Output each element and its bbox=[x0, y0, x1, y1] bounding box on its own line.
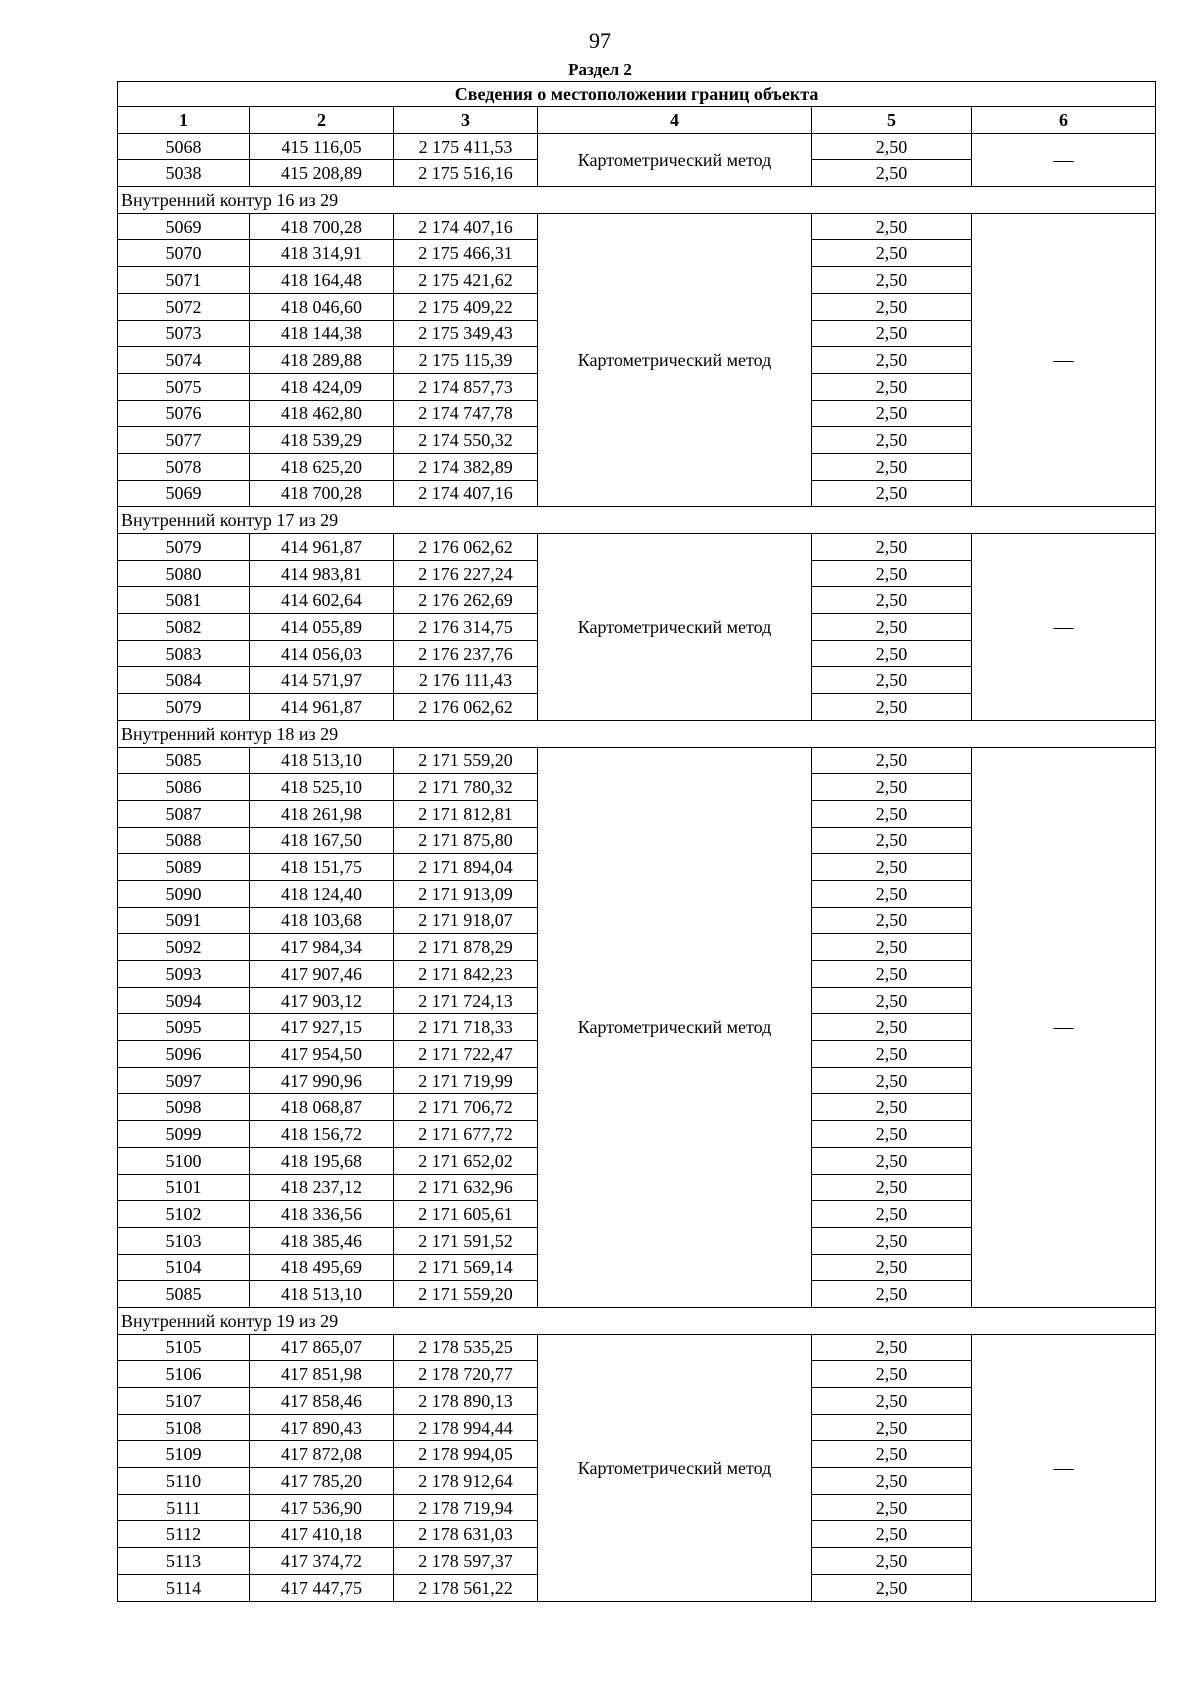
x-coordinate-cell: 418 385,46 bbox=[250, 1227, 394, 1254]
x-coordinate-cell: 418 261,98 bbox=[250, 800, 394, 827]
point-number-cell: 5082 bbox=[118, 614, 250, 641]
y-coordinate-cell: 2 171 559,20 bbox=[394, 747, 538, 774]
y-coordinate-cell: 2 171 878,29 bbox=[394, 934, 538, 961]
point-number-cell: 5077 bbox=[118, 427, 250, 454]
point-number-cell: 5097 bbox=[118, 1067, 250, 1094]
point-number-cell: 5089 bbox=[118, 854, 250, 881]
x-coordinate-cell: 417 903,12 bbox=[250, 987, 394, 1014]
x-coordinate-cell: 418 103,68 bbox=[250, 907, 394, 934]
x-coordinate-cell: 418 314,91 bbox=[250, 240, 394, 267]
x-coordinate-cell: 418 144,38 bbox=[250, 320, 394, 347]
method-cell: Картометрический метод bbox=[538, 534, 812, 721]
y-coordinate-cell: 2 171 875,80 bbox=[394, 827, 538, 854]
table-row bbox=[118, 534, 1156, 561]
contour-heading-row bbox=[118, 187, 1156, 214]
y-coordinate-cell: 2 178 631,03 bbox=[394, 1521, 538, 1548]
y-coordinate-cell: 2 176 262,69 bbox=[394, 587, 538, 614]
precision-cell: 2,50 bbox=[812, 293, 972, 320]
point-number-cell: 5078 bbox=[118, 453, 250, 480]
point-number-cell: 5091 bbox=[118, 907, 250, 934]
point-number-cell: 5108 bbox=[118, 1414, 250, 1441]
point-number-cell: 5093 bbox=[118, 961, 250, 988]
precision-cell: 2,50 bbox=[812, 827, 972, 854]
y-coordinate-cell: 2 178 994,44 bbox=[394, 1414, 538, 1441]
x-coordinate-cell: 418 124,40 bbox=[250, 880, 394, 907]
precision-cell: 2,50 bbox=[812, 480, 972, 507]
x-coordinate-cell: 414 983,81 bbox=[250, 560, 394, 587]
point-number-cell: 5085 bbox=[118, 747, 250, 774]
point-number-cell: 5113 bbox=[118, 1548, 250, 1575]
point-number-cell: 5076 bbox=[118, 400, 250, 427]
x-coordinate-cell: 414 571,97 bbox=[250, 667, 394, 694]
y-coordinate-cell: 2 171 632,96 bbox=[394, 1174, 538, 1201]
precision-cell: 2,50 bbox=[812, 1361, 972, 1388]
x-coordinate-cell: 418 068,87 bbox=[250, 1094, 394, 1121]
point-number-cell: 5074 bbox=[118, 347, 250, 374]
method-cell: Картометрический метод bbox=[538, 213, 812, 507]
x-coordinate-cell: 417 858,46 bbox=[250, 1388, 394, 1415]
column-header: 6 bbox=[972, 107, 1156, 134]
precision-cell: 2,50 bbox=[812, 907, 972, 934]
x-coordinate-cell: 414 602,64 bbox=[250, 587, 394, 614]
x-coordinate-cell: 417 536,90 bbox=[250, 1494, 394, 1521]
x-coordinate-cell: 417 954,50 bbox=[250, 1041, 394, 1068]
point-number-cell: 5073 bbox=[118, 320, 250, 347]
precision-cell: 2,50 bbox=[812, 320, 972, 347]
precision-cell: 2,50 bbox=[812, 1441, 972, 1468]
x-coordinate-cell: 418 513,10 bbox=[250, 1281, 394, 1308]
y-coordinate-cell: 2 176 062,62 bbox=[394, 534, 538, 561]
description-cell: — bbox=[972, 213, 1156, 507]
precision-cell: 2,50 bbox=[812, 133, 972, 160]
description-cell: — bbox=[972, 534, 1156, 721]
x-coordinate-cell: 417 990,96 bbox=[250, 1067, 394, 1094]
precision-cell: 2,50 bbox=[812, 1014, 972, 1041]
x-coordinate-cell: 417 927,15 bbox=[250, 1014, 394, 1041]
x-coordinate-cell: 417 872,08 bbox=[250, 1441, 394, 1468]
y-coordinate-cell: 2 171 812,81 bbox=[394, 800, 538, 827]
y-coordinate-cell: 2 171 591,52 bbox=[394, 1227, 538, 1254]
x-coordinate-cell: 418 462,80 bbox=[250, 400, 394, 427]
y-coordinate-cell: 2 178 890,13 bbox=[394, 1388, 538, 1415]
y-coordinate-cell: 2 178 912,64 bbox=[394, 1468, 538, 1495]
point-number-cell: 5106 bbox=[118, 1361, 250, 1388]
x-coordinate-cell: 417 851,98 bbox=[250, 1361, 394, 1388]
table-row bbox=[118, 747, 1156, 774]
x-coordinate-cell: 417 410,18 bbox=[250, 1521, 394, 1548]
precision-cell: 2,50 bbox=[812, 534, 972, 561]
point-number-cell: 5096 bbox=[118, 1041, 250, 1068]
precision-cell: 2,50 bbox=[812, 213, 972, 240]
y-coordinate-cell: 2 171 559,20 bbox=[394, 1281, 538, 1308]
contour-heading-row bbox=[118, 1307, 1156, 1334]
y-coordinate-cell: 2 178 561,22 bbox=[394, 1574, 538, 1601]
point-number-cell: 5079 bbox=[118, 694, 250, 721]
y-coordinate-cell: 2 171 677,72 bbox=[394, 1121, 538, 1148]
precision-cell: 2,50 bbox=[812, 1121, 972, 1148]
x-coordinate-cell: 418 525,10 bbox=[250, 774, 394, 801]
x-coordinate-cell: 414 961,87 bbox=[250, 694, 394, 721]
precision-cell: 2,50 bbox=[812, 667, 972, 694]
x-coordinate-cell: 414 055,89 bbox=[250, 614, 394, 641]
x-coordinate-cell: 417 447,75 bbox=[250, 1574, 394, 1601]
precision-cell: 2,50 bbox=[812, 1414, 972, 1441]
column-header-row bbox=[118, 107, 1156, 134]
point-number-cell: 5080 bbox=[118, 560, 250, 587]
point-number-cell: 5103 bbox=[118, 1227, 250, 1254]
y-coordinate-cell: 2 171 569,14 bbox=[394, 1254, 538, 1281]
column-header: 2 bbox=[250, 107, 394, 134]
y-coordinate-cell: 2 178 719,94 bbox=[394, 1494, 538, 1521]
precision-cell: 2,50 bbox=[812, 1067, 972, 1094]
contour-heading: Внутренний контур 16 из 29 bbox=[118, 187, 1156, 214]
section-title: Раздел 2 bbox=[568, 60, 632, 79]
page-number: 97 bbox=[589, 28, 611, 53]
x-coordinate-cell: 418 195,68 bbox=[250, 1147, 394, 1174]
point-number-cell: 5072 bbox=[118, 293, 250, 320]
y-coordinate-cell: 2 171 894,04 bbox=[394, 854, 538, 881]
point-number-cell: 5079 bbox=[118, 534, 250, 561]
precision-cell: 2,50 bbox=[812, 640, 972, 667]
precision-cell: 2,50 bbox=[812, 1548, 972, 1575]
x-coordinate-cell: 414 056,03 bbox=[250, 640, 394, 667]
precision-cell: 2,50 bbox=[812, 240, 972, 267]
y-coordinate-cell: 2 174 407,16 bbox=[394, 480, 538, 507]
precision-cell: 2,50 bbox=[812, 614, 972, 641]
y-coordinate-cell: 2 178 720,77 bbox=[394, 1361, 538, 1388]
point-number-cell: 5105 bbox=[118, 1334, 250, 1361]
y-coordinate-cell: 2 175 421,62 bbox=[394, 267, 538, 294]
x-coordinate-cell: 417 865,07 bbox=[250, 1334, 394, 1361]
description-cell: — bbox=[972, 133, 1156, 186]
y-coordinate-cell: 2 174 382,89 bbox=[394, 453, 538, 480]
precision-cell: 2,50 bbox=[812, 1147, 972, 1174]
y-coordinate-cell: 2 175 411,53 bbox=[394, 133, 538, 160]
point-number-cell: 5075 bbox=[118, 373, 250, 400]
y-coordinate-cell: 2 171 913,09 bbox=[394, 880, 538, 907]
x-coordinate-cell: 418 237,12 bbox=[250, 1174, 394, 1201]
precision-cell: 2,50 bbox=[812, 1388, 972, 1415]
y-coordinate-cell: 2 171 724,13 bbox=[394, 987, 538, 1014]
point-number-cell: 5071 bbox=[118, 267, 250, 294]
precision-cell: 2,50 bbox=[812, 1254, 972, 1281]
precision-cell: 2,50 bbox=[812, 1201, 972, 1228]
y-coordinate-cell: 2 174 407,16 bbox=[394, 213, 538, 240]
y-coordinate-cell: 2 171 718,33 bbox=[394, 1014, 538, 1041]
y-coordinate-cell: 2 174 550,32 bbox=[394, 427, 538, 454]
x-coordinate-cell: 418 700,28 bbox=[250, 213, 394, 240]
x-coordinate-cell: 418 700,28 bbox=[250, 480, 394, 507]
y-coordinate-cell: 2 171 719,99 bbox=[394, 1067, 538, 1094]
x-coordinate-cell: 418 625,20 bbox=[250, 453, 394, 480]
point-number-cell: 5090 bbox=[118, 880, 250, 907]
y-coordinate-cell: 2 176 111,43 bbox=[394, 667, 538, 694]
contour-heading: Внутренний контур 18 из 29 bbox=[118, 720, 1156, 747]
x-coordinate-cell: 417 890,43 bbox=[250, 1414, 394, 1441]
table-row bbox=[118, 213, 1156, 240]
point-number-cell: 5086 bbox=[118, 774, 250, 801]
precision-cell: 2,50 bbox=[812, 267, 972, 294]
y-coordinate-cell: 2 176 237,76 bbox=[394, 640, 538, 667]
precision-cell: 2,50 bbox=[812, 1574, 972, 1601]
point-number-cell: 5099 bbox=[118, 1121, 250, 1148]
method-cell: Картометрический метод bbox=[538, 747, 812, 1307]
y-coordinate-cell: 2 171 780,32 bbox=[394, 774, 538, 801]
table-row bbox=[118, 133, 1156, 160]
point-number-cell: 5107 bbox=[118, 1388, 250, 1415]
precision-cell: 2,50 bbox=[812, 1334, 972, 1361]
table-row bbox=[118, 1334, 1156, 1361]
y-coordinate-cell: 2 171 652,02 bbox=[394, 1147, 538, 1174]
precision-cell: 2,50 bbox=[812, 880, 972, 907]
table-title: Сведения о местоположении границ объекта bbox=[118, 82, 1156, 107]
x-coordinate-cell: 418 167,50 bbox=[250, 827, 394, 854]
point-number-cell: 5083 bbox=[118, 640, 250, 667]
precision-cell: 2,50 bbox=[812, 1094, 972, 1121]
x-coordinate-cell: 418 513,10 bbox=[250, 747, 394, 774]
precision-cell: 2,50 bbox=[812, 747, 972, 774]
point-number-cell: 5069 bbox=[118, 213, 250, 240]
x-coordinate-cell: 418 046,60 bbox=[250, 293, 394, 320]
precision-cell: 2,50 bbox=[812, 987, 972, 1014]
point-number-cell: 5104 bbox=[118, 1254, 250, 1281]
column-header: 5 bbox=[812, 107, 972, 134]
point-number-cell: 5068 bbox=[118, 133, 250, 160]
point-number-cell: 5092 bbox=[118, 934, 250, 961]
y-coordinate-cell: 2 176 227,24 bbox=[394, 560, 538, 587]
point-number-cell: 5102 bbox=[118, 1201, 250, 1228]
y-coordinate-cell: 2 175 466,31 bbox=[394, 240, 538, 267]
y-coordinate-cell: 2 176 062,62 bbox=[394, 694, 538, 721]
column-header: 1 bbox=[118, 107, 250, 134]
precision-cell: 2,50 bbox=[812, 1174, 972, 1201]
precision-cell: 2,50 bbox=[812, 774, 972, 801]
point-number-cell: 5100 bbox=[118, 1147, 250, 1174]
x-coordinate-cell: 418 151,75 bbox=[250, 854, 394, 881]
x-coordinate-cell: 418 156,72 bbox=[250, 1121, 394, 1148]
description-cell: — bbox=[972, 1334, 1156, 1601]
y-coordinate-cell: 2 175 115,39 bbox=[394, 347, 538, 374]
point-number-cell: 5114 bbox=[118, 1574, 250, 1601]
x-coordinate-cell: 414 961,87 bbox=[250, 534, 394, 561]
point-number-cell: 5111 bbox=[118, 1494, 250, 1521]
contour-heading: Внутренний контур 17 из 29 bbox=[118, 507, 1156, 534]
point-number-cell: 5101 bbox=[118, 1174, 250, 1201]
description-cell: — bbox=[972, 747, 1156, 1307]
precision-cell: 2,50 bbox=[812, 1227, 972, 1254]
x-coordinate-cell: 418 289,88 bbox=[250, 347, 394, 374]
precision-cell: 2,50 bbox=[812, 800, 972, 827]
y-coordinate-cell: 2 178 994,05 bbox=[394, 1441, 538, 1468]
y-coordinate-cell: 2 171 842,23 bbox=[394, 961, 538, 988]
method-cell: Картометрический метод bbox=[538, 133, 812, 186]
table-caption-row bbox=[118, 82, 1156, 107]
x-coordinate-cell: 417 374,72 bbox=[250, 1548, 394, 1575]
x-coordinate-cell: 418 336,56 bbox=[250, 1201, 394, 1228]
method-cell: Картометрический метод bbox=[538, 1334, 812, 1601]
y-coordinate-cell: 2 178 535,25 bbox=[394, 1334, 538, 1361]
point-number-cell: 5110 bbox=[118, 1468, 250, 1495]
y-coordinate-cell: 2 175 516,16 bbox=[394, 160, 538, 187]
y-coordinate-cell: 2 171 706,72 bbox=[394, 1094, 538, 1121]
point-number-cell: 5109 bbox=[118, 1441, 250, 1468]
precision-cell: 2,50 bbox=[812, 160, 972, 187]
contour-heading-row bbox=[118, 507, 1156, 534]
y-coordinate-cell: 2 176 314,75 bbox=[394, 614, 538, 641]
point-number-cell: 5095 bbox=[118, 1014, 250, 1041]
x-coordinate-cell: 417 907,46 bbox=[250, 961, 394, 988]
x-coordinate-cell: 418 424,09 bbox=[250, 373, 394, 400]
point-number-cell: 5081 bbox=[118, 587, 250, 614]
point-number-cell: 5069 bbox=[118, 480, 250, 507]
point-number-cell: 5070 bbox=[118, 240, 250, 267]
precision-cell: 2,50 bbox=[812, 1041, 972, 1068]
table-body bbox=[118, 133, 1156, 1601]
y-coordinate-cell: 2 171 722,47 bbox=[394, 1041, 538, 1068]
precision-cell: 2,50 bbox=[812, 1494, 972, 1521]
x-coordinate-cell: 418 164,48 bbox=[250, 267, 394, 294]
y-coordinate-cell: 2 174 857,73 bbox=[394, 373, 538, 400]
point-number-cell: 5098 bbox=[118, 1094, 250, 1121]
y-coordinate-cell: 2 178 597,37 bbox=[394, 1548, 538, 1575]
point-number-cell: 5094 bbox=[118, 987, 250, 1014]
point-number-cell: 5084 bbox=[118, 667, 250, 694]
precision-cell: 2,50 bbox=[812, 373, 972, 400]
x-coordinate-cell: 417 785,20 bbox=[250, 1468, 394, 1495]
x-coordinate-cell: 418 495,69 bbox=[250, 1254, 394, 1281]
precision-cell: 2,50 bbox=[812, 854, 972, 881]
precision-cell: 2,50 bbox=[812, 1468, 972, 1495]
y-coordinate-cell: 2 175 409,22 bbox=[394, 293, 538, 320]
boundary-coordinates-table bbox=[117, 81, 1156, 1602]
x-coordinate-cell: 415 208,89 bbox=[250, 160, 394, 187]
precision-cell: 2,50 bbox=[812, 961, 972, 988]
y-coordinate-cell: 2 171 918,07 bbox=[394, 907, 538, 934]
precision-cell: 2,50 bbox=[812, 1281, 972, 1308]
precision-cell: 2,50 bbox=[812, 934, 972, 961]
precision-cell: 2,50 bbox=[812, 453, 972, 480]
point-number-cell: 5088 bbox=[118, 827, 250, 854]
x-coordinate-cell: 417 984,34 bbox=[250, 934, 394, 961]
column-header: 4 bbox=[538, 107, 812, 134]
y-coordinate-cell: 2 175 349,43 bbox=[394, 320, 538, 347]
precision-cell: 2,50 bbox=[812, 1521, 972, 1548]
point-number-cell: 5038 bbox=[118, 160, 250, 187]
x-coordinate-cell: 418 539,29 bbox=[250, 427, 394, 454]
precision-cell: 2,50 bbox=[812, 694, 972, 721]
point-number-cell: 5085 bbox=[118, 1281, 250, 1308]
precision-cell: 2,50 bbox=[812, 427, 972, 454]
y-coordinate-cell: 2 171 605,61 bbox=[394, 1201, 538, 1228]
x-coordinate-cell: 415 116,05 bbox=[250, 133, 394, 160]
precision-cell: 2,50 bbox=[812, 587, 972, 614]
contour-heading: Внутренний контур 19 из 29 bbox=[118, 1307, 1156, 1334]
column-header: 3 bbox=[394, 107, 538, 134]
y-coordinate-cell: 2 174 747,78 bbox=[394, 400, 538, 427]
point-number-cell: 5112 bbox=[118, 1521, 250, 1548]
precision-cell: 2,50 bbox=[812, 347, 972, 374]
precision-cell: 2,50 bbox=[812, 560, 972, 587]
contour-heading-row bbox=[118, 720, 1156, 747]
point-number-cell: 5087 bbox=[118, 800, 250, 827]
precision-cell: 2,50 bbox=[812, 400, 972, 427]
